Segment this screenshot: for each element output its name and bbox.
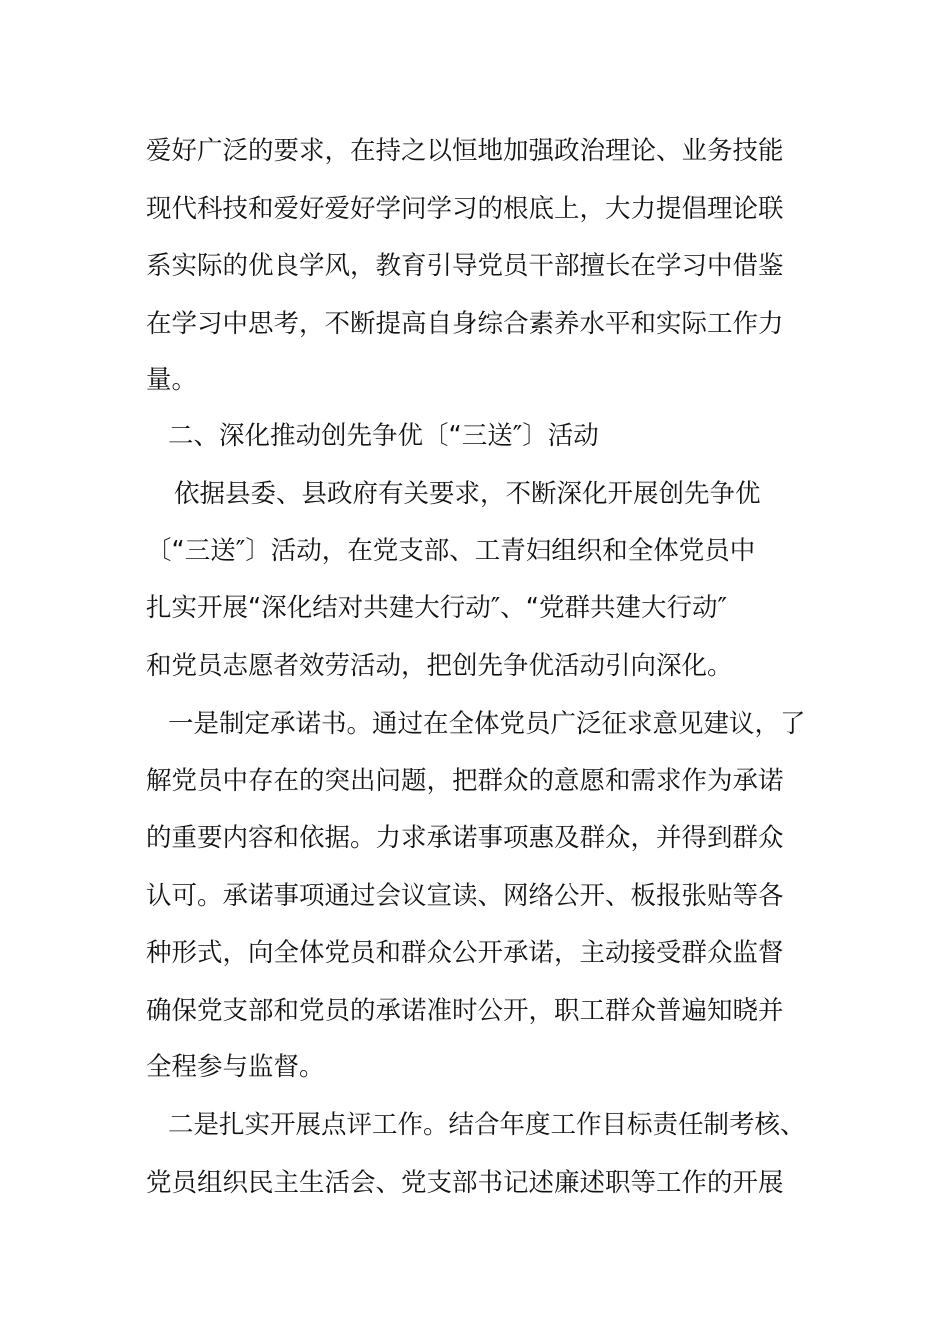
text-line: 〔“三送″〕活动，在党支部、工青妇组织和全体党员中 (146, 536, 756, 566)
text-line: 党员组织民主生活会、党支部书记述廉述职等工作的开展 (146, 1168, 784, 1198)
text-line: 一是制定承诺书。通过在全体党员广泛征求意见建议，了 (168, 709, 806, 739)
text-line: 在学习中思考，不断提高自身综合素养水平和实际工作力 (146, 309, 784, 339)
text-line: 和党员志愿者效劳活动，把创先争优活动引向深化。 (146, 651, 733, 681)
text-line: 确保党支部和党员的承诺准时公开，职工群众普遍知晓并 (146, 996, 784, 1026)
text-line: 依据县委、县政府有关要求，不断深化开展创先争优 (174, 479, 761, 509)
text-line: 全程参与监督。 (146, 1052, 325, 1082)
section-heading: 二、深化推动创先争优〔“三送″〕活动 (168, 421, 599, 451)
text-line: 认可。承诺事项通过会议宣读、网络公开、板报张贴等各 (146, 881, 784, 911)
text-line: 的重要内容和依据。力求承诺事项惠及群众，并得到群众 (146, 823, 784, 853)
text-line: 二是扎实开展点评工作。结合年度工作目标责任制考核、 (168, 1110, 806, 1140)
text-line: 现代科技和爱好爱好学问学习的根底上，大力提倡理论联 (146, 194, 784, 224)
text-line: 种形式，向全体党员和群众公开承诺，主动接受群众监督 (146, 938, 784, 968)
text-line: 系实际的优良学风，教育引导党员干部擅长在学习中借鉴 (146, 251, 784, 281)
text-line: 解党员中存在的突出问题，把群众的意愿和需求作为承诺 (146, 766, 784, 796)
text-line: 爱好广泛的要求，在持之以恒地加强政治理论、业务技能 (146, 136, 784, 166)
text-line: 扎实开展“深化结对共建大行动″、“党群共建大行动″ (146, 593, 727, 623)
text-line: 量。 (146, 365, 198, 395)
